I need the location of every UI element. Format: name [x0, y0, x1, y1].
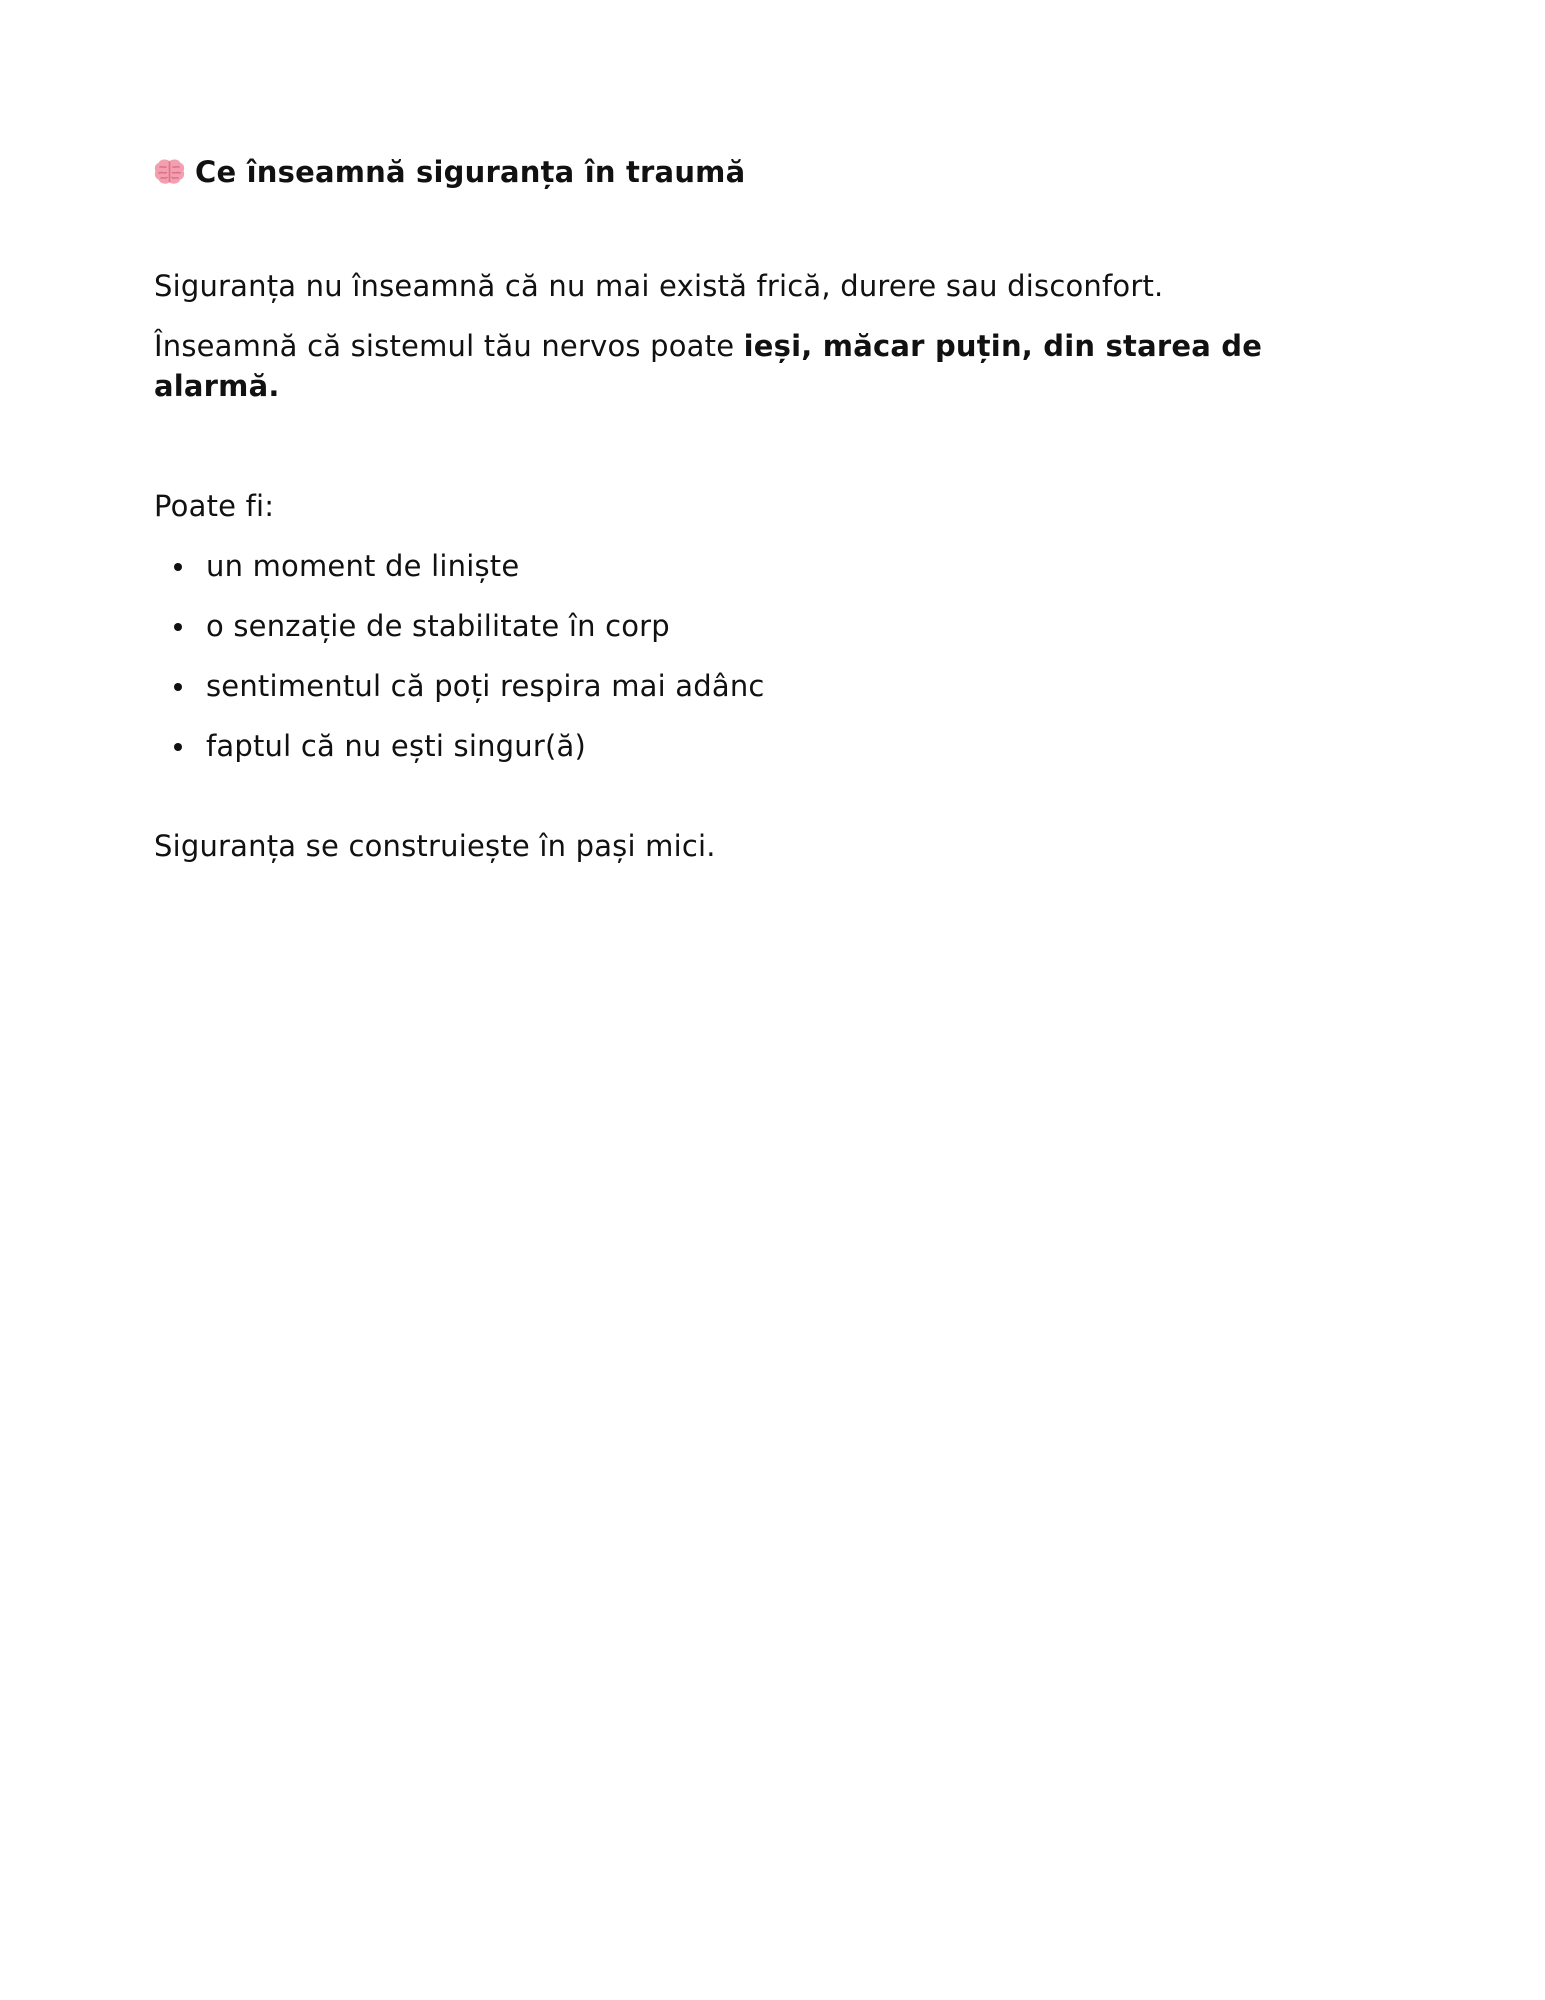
list-item — [154, 726, 1394, 766]
bullet-dot — [174, 563, 182, 571]
bullet-dot — [174, 623, 182, 631]
bullet-dot — [174, 683, 182, 691]
closing-paragraph: Siguranța se construiește în pași mici. — [154, 829, 716, 863]
heading-text: Ce înseamnă siguranța în traumă — [195, 155, 746, 189]
list-item-text: sentimentul că poți respira mai adânc — [206, 669, 765, 703]
brain-icon — [154, 158, 185, 186]
bullet-list — [154, 546, 1394, 766]
list-item — [154, 666, 1394, 706]
paragraph-meaning-bold: ieși, măcar puțin, din starea de alarmă. — [154, 329, 1263, 403]
list-item-text: un moment de liniște — [206, 549, 520, 583]
list-item — [154, 546, 1394, 586]
bullet-dot — [174, 743, 182, 751]
list-item-text: faptul că nu ești singur(ă) — [206, 729, 586, 763]
section-heading — [154, 150, 1394, 194]
paragraph-definition: Siguranța nu înseamnă că nu mai există frică, durere sau disconfort. — [154, 269, 1164, 303]
document-page — [154, 150, 1394, 866]
list-item — [154, 606, 1394, 646]
list-item-text: o senzație de stabilitate în corp — [206, 609, 670, 643]
list-intro: Poate fi: — [154, 489, 275, 523]
paragraph-meaning — [154, 326, 1394, 406]
paragraph-meaning-normal: Înseamnă că sistemul tău nervos poate — [154, 329, 744, 363]
